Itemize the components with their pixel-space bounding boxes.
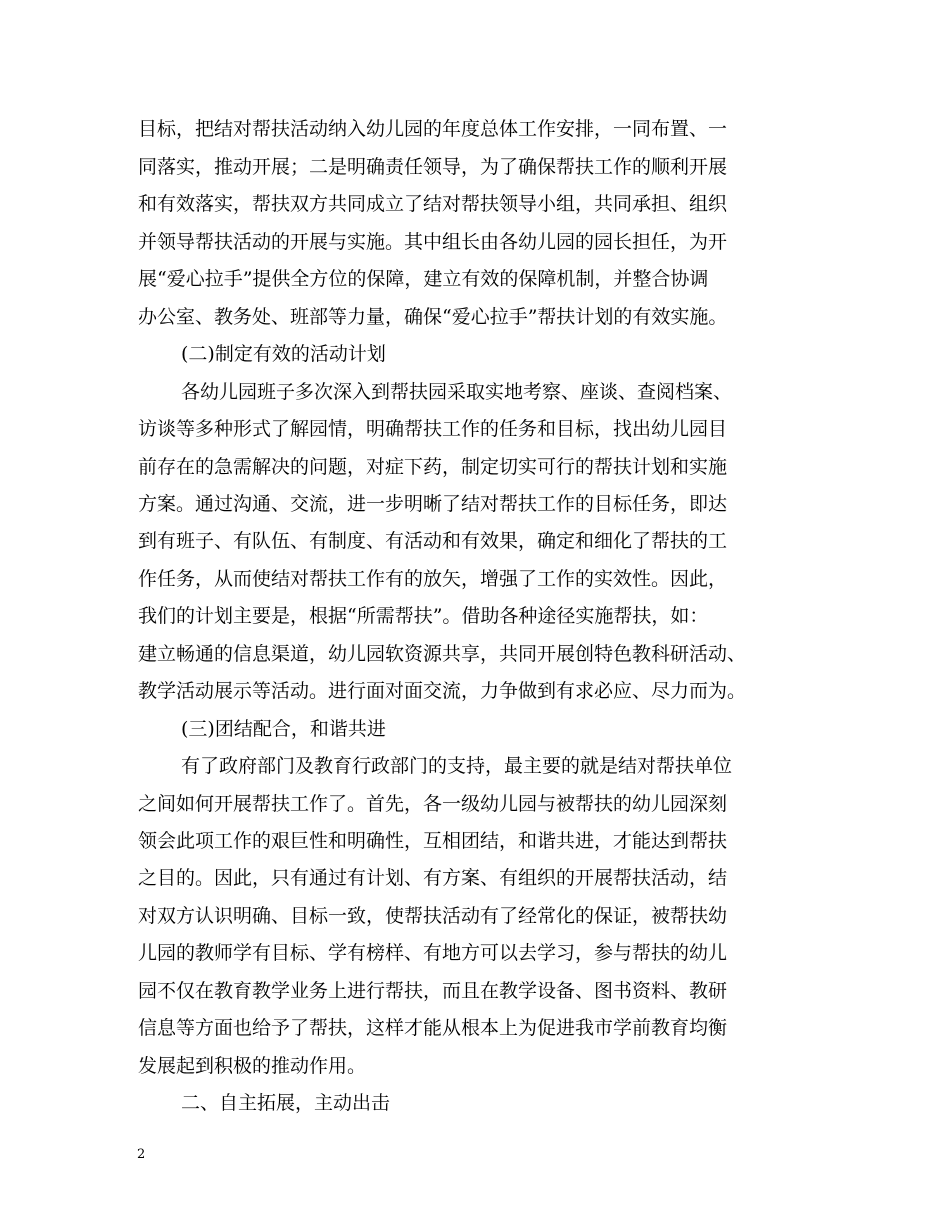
page-number: 2 bbox=[137, 1147, 146, 1162]
text-line: 教学活动展示等活动。进行面对面交流，力争做到有求必应、尽力而为。 bbox=[138, 680, 747, 702]
text-line: 园不仅在教育教学业务上进行帮扶，而且在教学设备、图书资料、教研 bbox=[138, 980, 728, 1002]
text-line: 我们的计划主要是，根据“所需帮扶”。借助各种途径实施帮扶，如： bbox=[138, 605, 709, 627]
text-line: 信息等方面也给予了帮扶，这样才能从根本上为促进我市学前教育均衡 bbox=[138, 1017, 728, 1039]
section-heading: (三)团结配合，和谐共进 bbox=[181, 718, 386, 740]
text-line: 方案。通过沟通、交流，进一步明晰了结对帮扶工作的目标任务，即达 bbox=[138, 493, 728, 515]
text-line: 之目的。因此，只有通过有计划、有方案、有组织的开展帮扶活动，结 bbox=[138, 867, 728, 889]
text-line: 领会此项工作的艰巨性和明确性，互相团结，和谐共进，才能达到帮扶 bbox=[138, 830, 728, 852]
text-line: 同落实，推动开展；二是明确责任领导，为了确保帮扶工作的顺利开展 bbox=[138, 156, 728, 178]
text-line: 各幼儿园班子多次深入到帮扶园采取实地考察、座谈、查阅档案、 bbox=[181, 381, 733, 403]
text-line: 访谈等多种形式了解园情，明确帮扶工作的任务和目标，找出幼儿园目 bbox=[138, 418, 728, 440]
section-heading: 二、自主拓展，主动出击 bbox=[181, 1092, 391, 1114]
text-line: 并领导帮扶活动的开展与实施。其中组长由各幼儿园的园长担任，为开 bbox=[138, 231, 728, 253]
text-line: 展“爱心拉手”提供全方位的保障，建立有效的保障机制，并整合协调 bbox=[138, 268, 709, 290]
text-line: 目标，把结对帮扶活动纳入幼儿园的年度总体工作安排，一同布置、一 bbox=[138, 118, 728, 140]
text-line: 办公室、教务处、班部等力量，确保“爱心拉手”帮扶计划的有效实施。 bbox=[138, 306, 728, 328]
text-line: 作任务，从而使结对帮扶工作有的放矢，增强了工作的实效性。因此， bbox=[138, 568, 728, 590]
text-line: 之间如何开展帮扶工作了。首先，各一级幼儿园与被帮扶的幼儿园深刻 bbox=[138, 793, 728, 815]
text-line: 有了政府部门及教育行政部门的支持，最主要的就是结对帮扶单位 bbox=[181, 755, 733, 777]
section-heading: (二)制定有效的活动计划 bbox=[181, 343, 386, 365]
text-line: 对双方认识明确、目标一致，使帮扶活动有了经常化的保证，被帮扶幼 bbox=[138, 905, 728, 927]
text-line: 前存在的急需解决的问题，对症下药，制定切实可行的帮扶计划和实施 bbox=[138, 456, 728, 478]
text-line: 发展起到积极的推动作用。 bbox=[138, 1055, 367, 1077]
text-line: 儿园的教师学有目标、学有榜样、有地方可以去学习，参与帮扶的幼儿 bbox=[138, 942, 728, 964]
text-line: 到有班子、有队伍、有制度、有活动和有效果，确定和细化了帮扶的工 bbox=[138, 530, 728, 552]
text-line: 建立畅通的信息渠道，幼儿园软资源共享，共同开展创特色教科研活动、 bbox=[138, 643, 747, 665]
text-line: 和有效落实，帮扶双方共同成立了结对帮扶领导小组，共同承担、组织 bbox=[138, 193, 728, 215]
